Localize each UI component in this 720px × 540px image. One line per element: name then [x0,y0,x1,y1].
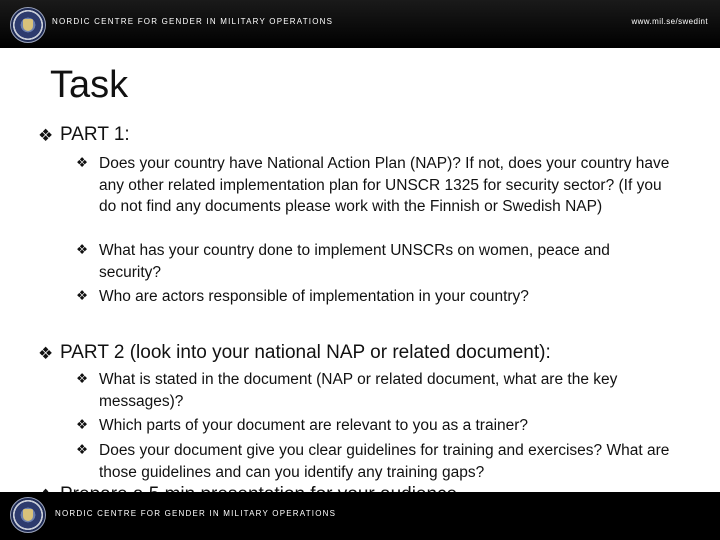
part2-heading [38,342,551,364]
list-item [76,153,674,218]
diamond-bullet-icon: ❖ [38,344,54,364]
part1-item-3: Who are actors responsible of implementation in your country? [99,288,529,305]
diamond-bullet-icon: ❖ [76,155,89,171]
diamond-bullet-icon: ❖ [76,442,89,458]
slide-title: Task [50,64,129,106]
emblem-logo [10,7,46,43]
diamond-bullet-icon: ❖ [76,288,89,304]
header-organization: NORDIC CENTRE FOR GENDER IN MILITARY OPERATIONS [52,17,334,26]
part2-label: PART 2 (look into your national NAP or related document): [60,342,551,363]
diamond-bullet-icon: ❖ [38,126,54,146]
header-url: www.mil.se/swedint [631,17,708,26]
part2-item-2: Which parts of your document are relevant to you as a trainer? [99,417,529,434]
part1-label: PART 1: [60,124,130,145]
part1-heading [38,124,130,146]
emblem-logo [10,497,46,533]
footer-bar [0,492,720,540]
diamond-bullet-icon: ❖ [76,371,89,387]
footer-organization: NORDIC CENTRE FOR GENDER IN MILITARY OPERATIONS [55,509,337,518]
part1-item-1: Does your country have National Action Plan (NAP)? If not, does your country have any other related implementation plan for UNSCR 1325 for security sector? (If you do not find any documents please work with the Finnish or Swedish NAP) [99,155,670,215]
list-item [76,369,674,412]
list-item [76,415,674,437]
part2-item-1: What is stated in the document (NAP or related document, what are the key messages)? [99,371,618,410]
part1-item-2: What has your country done to implement UNSCRs on women, peace and security? [99,242,610,281]
diamond-bullet-icon: ❖ [76,242,89,258]
part2-item-3: Does your document give you clear guidelines for training and exercises? What are those guidelines and can you identify any training gaps? [99,442,670,481]
list-item [76,240,674,283]
diamond-bullet-icon: ❖ [76,417,89,433]
list-item [76,440,674,483]
list-item [76,286,674,308]
header-bar [0,0,720,48]
